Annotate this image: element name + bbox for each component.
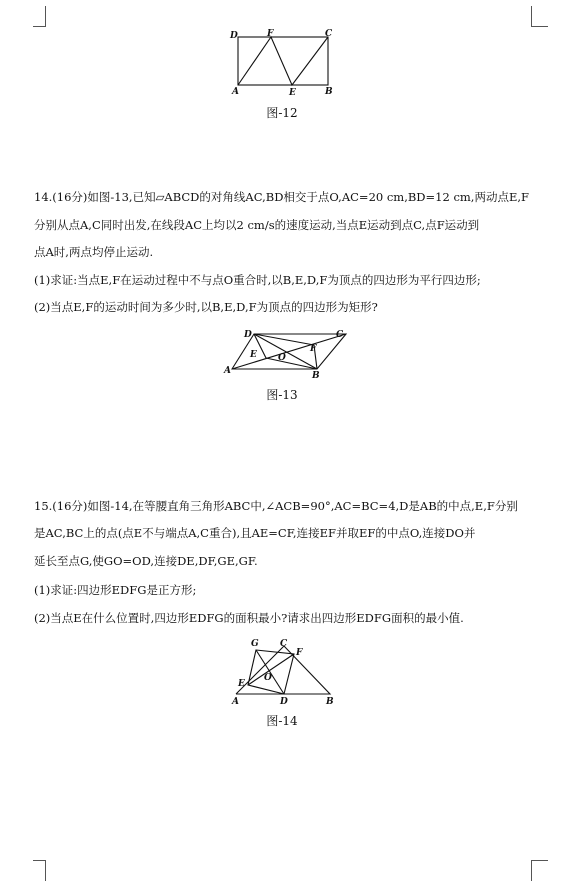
fig12-label-B: B: [325, 87, 333, 97]
q15-stem-line-1: 15.(16分)如图-14,在等腰直角三角形ABC中,∠ACB=90°,AC=BC=4,D是AB的中点,E,F分别: [34, 499, 518, 513]
q14-part-2: (2)当点E,F的运动时间为多少时,以B,E,D,F为顶点的四边形为矩形?: [34, 300, 378, 314]
figure-12: [228, 28, 338, 98]
fig12-label-C: C: [325, 29, 333, 39]
crop-mark-top-left: [33, 6, 46, 27]
crop-mark-bottom-left: [33, 860, 46, 881]
figure-13: [222, 328, 352, 380]
fig12-label-F: F: [267, 29, 274, 39]
fig13-label-E: E: [250, 350, 257, 360]
figure-12-caption: 图-12: [266, 106, 298, 120]
fig12-label-E: E: [289, 88, 296, 98]
q15-part-2: (2)当点E在什么位置时,四边形EDFG的面积最小?请求出四边形EDFG面积的最小值.: [34, 611, 464, 625]
q14-stem-line-1: 14.(16分)如图-13,已知▱ABCD的对角线AC,BD相交于点O,AC=20 cm,BD=12 cm,两动点E,F: [34, 190, 529, 204]
fig14-label-A: A: [232, 697, 239, 707]
fig13-label-C: C: [336, 330, 344, 340]
fig14-label-B: B: [326, 697, 334, 707]
fig14-label-O: O: [264, 673, 272, 683]
fig12-label-D: D: [230, 31, 238, 41]
fig14-label-E: E: [238, 679, 245, 689]
figure-14: [226, 634, 342, 708]
fig14-label-C: C: [280, 639, 288, 649]
fig14-label-F: F: [296, 648, 303, 658]
figure-13-caption: 图-13: [266, 388, 298, 402]
q15-stem-line-3: 延长至点G,使GO=OD,连接DE,DF,GE,GF.: [34, 554, 258, 568]
q14-stem-line-2: 分别从点A,C同时出发,在线段AC上均以2 cm/s的速度运动,当点E运动到点C,点F运动到: [34, 218, 480, 232]
crop-mark-bottom-right: [531, 860, 548, 881]
q14-part-1: (1)求证:当点E,F在运动过程中不与点O重合时,以B,E,D,F为顶点的四边形为平行四边形;: [34, 273, 481, 287]
fig13-label-D: D: [244, 330, 252, 340]
fig14-label-G: G: [251, 639, 259, 649]
q15-stem-line-2: 是AC,BC上的点(点E不与端点A,C重合),且AE=CF,连接EF并取EF的中点O,连接DO并: [34, 526, 476, 540]
crop-mark-top-right: [531, 6, 548, 27]
fig14-label-D: D: [280, 697, 288, 707]
fig13-label-A: A: [224, 366, 231, 376]
figure-14-caption: 图-14: [266, 714, 298, 728]
q14-stem-line-3: 点A时,两点均停止运动.: [34, 245, 154, 259]
fig12-label-A: A: [232, 87, 239, 97]
fig13-label-O: O: [278, 353, 286, 363]
q15-part-1: (1)求证:四边形EDFG是正方形;: [34, 583, 197, 597]
fig13-label-B: B: [312, 371, 320, 381]
fig13-label-F: F: [310, 344, 317, 354]
